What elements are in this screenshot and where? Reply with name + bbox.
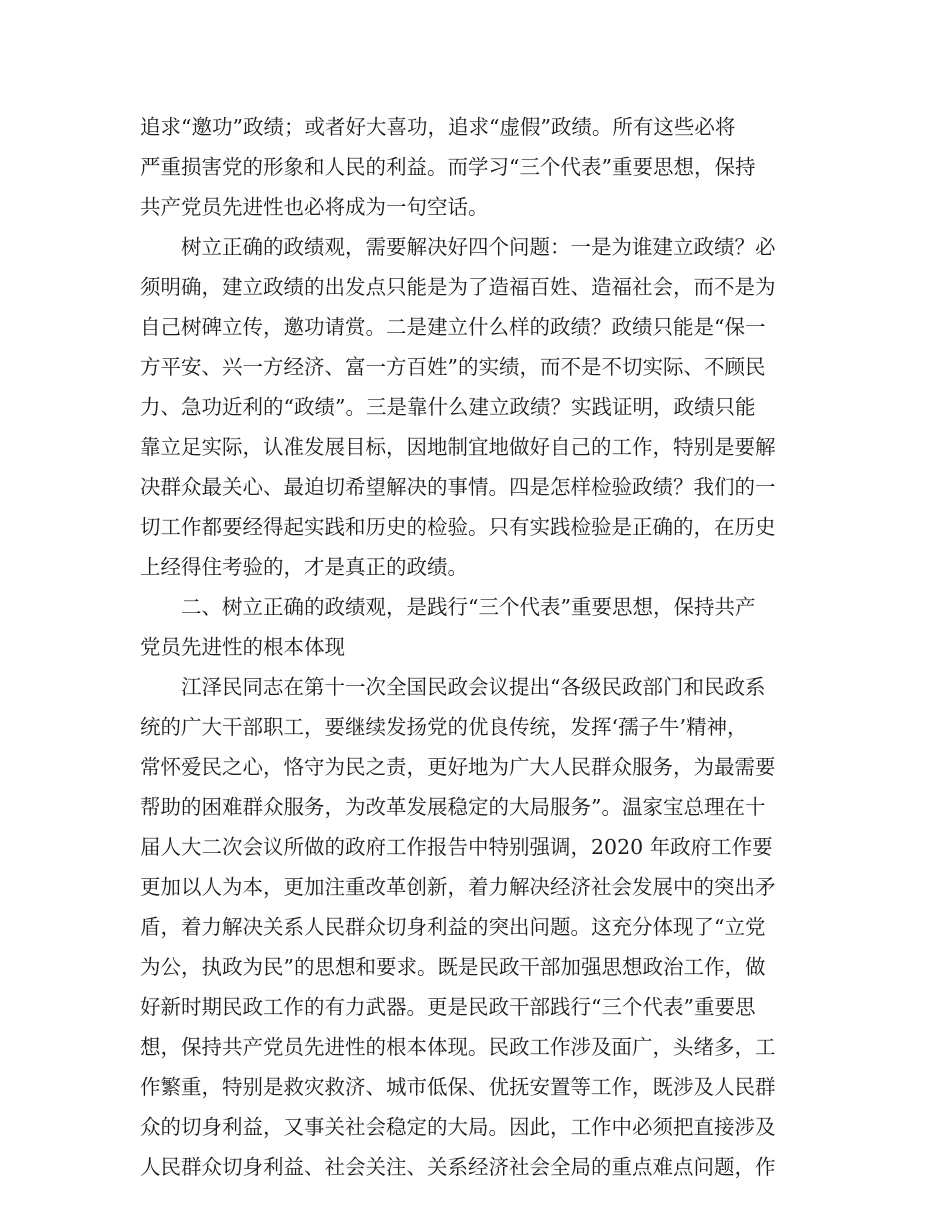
text-line: 作繁重，特别是救灾救济、城市低保、优抚安置等工作，既涉及人民群 bbox=[140, 1075, 776, 1099]
text-line: 帮助的困难群众服务，为改革发展稳定的大局服务”。温家宝总理在十 bbox=[140, 795, 766, 819]
text-line: 届人大二次会议所做的政府工作报告中特别强调，2020 年政府工作要 bbox=[140, 835, 773, 859]
text-line: 决群众最关心、最迫切希望解决的事情。四是怎样检验政绩？我们的一 bbox=[140, 475, 776, 499]
text-line: 江泽民同志在第十一次全国民政会议提出“各级民政部门和民政系 bbox=[181, 675, 766, 699]
text-line: 盾，着力解决关系人民群众切身利益的突出问题。这充分体现了“立党 bbox=[140, 915, 766, 939]
document-body bbox=[140, 107, 820, 1187]
text-line: 自己树碑立传，邀功请赏。二是建立什么样的政绩？政绩只能是“保一 bbox=[140, 315, 766, 339]
text-line: 上经得住考验的，才是真正的政绩。 bbox=[140, 555, 468, 579]
text-line: 统的广大干部职工，要继续发扬党的优良传统，发挥‘孺子牛’精神， bbox=[140, 715, 748, 739]
text-line: 二、树立正确的政绩观，是践行“三个代表”重要思想，保持共产 bbox=[181, 595, 756, 619]
text-line: 树立正确的政绩观，需要解决好四个问题：一是为谁建立政绩？必 bbox=[181, 235, 776, 259]
text-line: 严重损害党的形象和人民的利益。而学习“三个代表”重要思想，保持 bbox=[140, 155, 756, 179]
text-line: 为公，执政为民”的思想和要求。既是民政干部加强思想政治工作，做 bbox=[140, 955, 766, 979]
text-line: 想，保持共产党员先进性的根本体现。民政工作涉及面广，头绪多，工 bbox=[140, 1035, 776, 1059]
text-line: 众的切身利益，又事关社会稳定的大局。因此，工作中必须把直接涉及 bbox=[140, 1115, 776, 1139]
text-line: 靠立足实际，认准发展目标，因地制宜地做好自己的工作，特别是要解 bbox=[140, 435, 776, 459]
text-line: 更加以人为本，更加注重改革创新，着力解决经济社会发展中的突出矛 bbox=[140, 875, 776, 899]
text-line: 共产党员先进性也必将成为一句空话。 bbox=[140, 195, 489, 219]
text-line: 方平安、兴一方经济、富一方百姓”的实绩，而不是不切实际、不顾民 bbox=[140, 355, 766, 379]
text-line: 须明确，建立政绩的出发点只能是为了造福百姓、造福社会，而不是为 bbox=[140, 275, 776, 299]
text-line: 追求“邀功”政绩；或者好大喜功，追求“虚假”政绩。所有这些必将 bbox=[140, 115, 736, 139]
text-line: 好新时期民政工作的有力武器。更是民政干部践行“三个代表”重要思 bbox=[140, 995, 756, 1019]
text-line: 常怀爱民之心，恪守为民之责，更好地为广大人民群众服务，为最需要 bbox=[140, 755, 776, 779]
text-line: 切工作都要经得起实践和历史的检验。只有实践检验是正确的，在历史 bbox=[140, 515, 776, 539]
text-line: 力、急功近利的“政绩”。三是靠什么建立政绩？实践证明，政绩只能 bbox=[140, 395, 756, 419]
text-line: 人民群众切身利益、社会关注、关系经济社会全局的重点难点问题，作 bbox=[140, 1155, 776, 1179]
text-line: 党员先进性的根本体现 bbox=[140, 635, 345, 659]
